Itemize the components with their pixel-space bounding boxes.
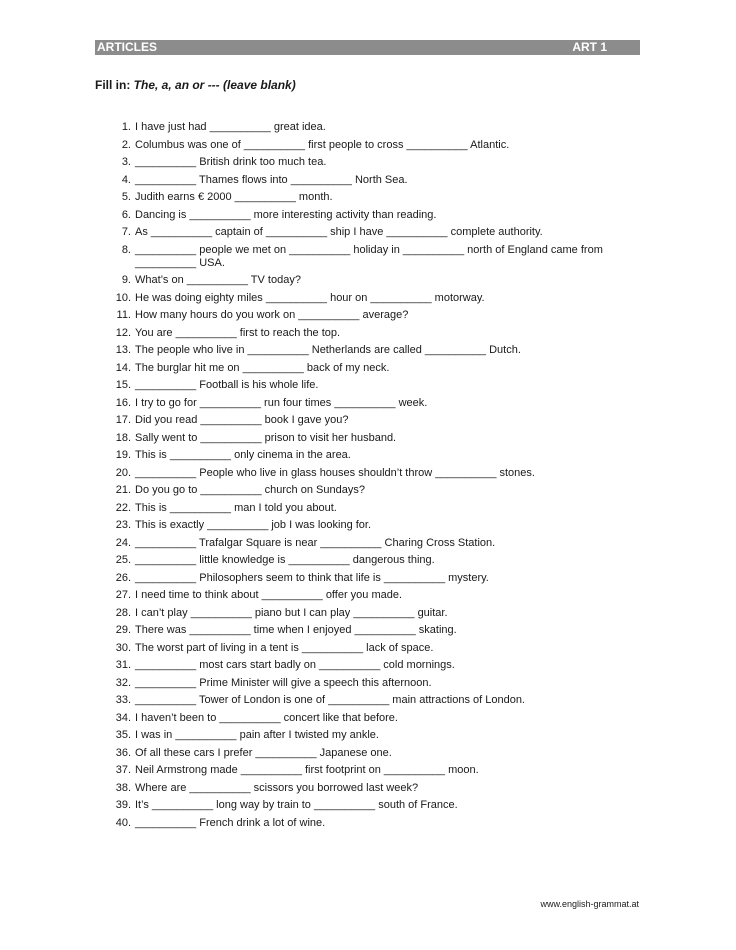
exercise-sentence: It’s __________ long way by train to __________ south of France. [135, 799, 458, 811]
instruction [95, 78, 296, 92]
exercise-number: 34. [115, 711, 131, 724]
exercise-item [111, 817, 631, 830]
instruction-text: The, a, an or --- (leave blank) [133, 78, 296, 92]
exercise-number: 28. [115, 606, 131, 619]
exercise-sentence: Dancing is __________ more interesting activity than reading. [135, 208, 437, 221]
exercise-item [111, 226, 631, 239]
exercise-item [111, 694, 631, 707]
exercise-number: 25. [115, 554, 131, 566]
exercise-sentence: Did you read __________ book I gave you? [135, 414, 349, 426]
exercise-item [111, 519, 631, 532]
exercise-sentence: The burglar hit me on __________ back of my neck. [135, 361, 390, 374]
exercise-number: 8. [121, 243, 131, 256]
exercise-number: 6. [121, 208, 131, 221]
exercise-item [111, 397, 631, 410]
exercise-item [111, 121, 631, 134]
exercise-sentence: I try to go for __________ run four times __________ week. [135, 396, 428, 409]
exercise-sentence: __________ Thames flows into __________ North Sea. [135, 173, 408, 186]
exercise-sentence: __________ Philosophers seem to think that life is __________ mystery. [135, 571, 489, 584]
exercise-sentence: There was __________ time when I enjoyed __________ skating. [135, 624, 457, 636]
exercise-sentence: I haven’t been to __________ concert like that before. [135, 711, 398, 724]
exercise-sentence: __________ people we met on __________ holiday in __________ north of England came from __________ USA. [135, 243, 603, 269]
exercise-item [111, 309, 631, 322]
exercise-item [111, 537, 631, 550]
exercise-sentence: Where are __________ scissors you borrowed last week? [135, 781, 419, 794]
exercise-number: 14. [115, 361, 131, 374]
exercise-sentence: You are __________ first to reach the top. [135, 326, 341, 339]
exercise-sentence: __________ Prime Minister will give a speech this afternoon. [135, 676, 432, 689]
exercise-sentence: I need time to think about __________ offer you made. [135, 589, 403, 601]
exercise-number: 20. [115, 466, 131, 479]
exercise-item [111, 209, 631, 222]
exercise-item [111, 642, 631, 655]
exercise-item [111, 554, 631, 567]
exercise-number: 15. [115, 379, 131, 391]
exercise-sentence: Judith earns € 2000 __________ month. [135, 191, 333, 203]
exercise-number: 7. [121, 226, 131, 238]
exercise-sentence: Of all these cars I prefer __________ Japanese one. [135, 746, 392, 759]
exercise-sentence: __________ People who live in glass houses shouldn’t throw __________ stones. [135, 466, 535, 479]
exercise-number: 37. [115, 764, 131, 776]
exercise-sentence: Sally went to __________ prison to visit her husband. [135, 431, 397, 444]
exercise-item [111, 139, 631, 152]
exercise-number: 16. [115, 396, 131, 409]
exercise-number: 3. [121, 156, 131, 168]
exercise-sentence: The people who live in __________ Netherlands are called __________ Dutch. [135, 344, 521, 356]
exercise-item [111, 484, 631, 497]
header-title: ARTICLES [97, 40, 157, 54]
footer-url: www.english-grammat.at [540, 899, 639, 909]
exercise-sentence: This is exactly __________ job I was looking for. [135, 519, 372, 531]
exercise-item [111, 607, 631, 620]
exercise-sentence: __________ French drink a lot of wine. [135, 816, 326, 829]
exercise-sentence: __________ Tower of London is one of __________ main attractions of London. [135, 694, 525, 706]
exercise-item [111, 782, 631, 795]
exercise-item [111, 729, 631, 742]
header-code: ART 1 [572, 40, 607, 54]
exercise-sentence: As __________ captain of __________ ship I have __________ complete authority. [135, 226, 543, 238]
exercise-item [111, 432, 631, 445]
exercise-sentence: __________ little knowledge is __________ dangerous thing. [135, 554, 435, 566]
exercise-sentence: He was doing eighty miles __________ hour on __________ motorway. [135, 291, 485, 304]
exercise-number: 23. [115, 519, 131, 531]
exercise-item [111, 362, 631, 375]
exercise-number: 2. [121, 138, 131, 151]
exercise-number: 32. [115, 676, 131, 689]
exercise-number: 18. [115, 431, 131, 444]
exercise-sentence: __________ Trafalgar Square is near __________ Charing Cross Station. [135, 536, 496, 549]
exercise-number: 17. [115, 414, 131, 426]
exercise-sentence: How many hours do you work on __________ average? [135, 309, 409, 321]
exercise-number: 13. [115, 344, 131, 356]
exercise-number: 1. [121, 121, 131, 133]
exercise-item [111, 327, 631, 340]
exercise-item [111, 274, 631, 287]
exercise-item [111, 677, 631, 690]
exercise-sentence: This is __________ only cinema in the area. [135, 449, 351, 461]
exercise-item [111, 467, 631, 480]
exercise-item [111, 379, 631, 392]
exercise-sentence: What’s on __________ TV today? [135, 274, 301, 286]
exercise-item [111, 244, 631, 270]
exercise-item [111, 292, 631, 305]
exercise-number: 29. [115, 624, 131, 636]
exercise-sentence: __________ most cars start badly on __________ cold mornings. [135, 659, 455, 671]
exercise-item [111, 449, 631, 462]
exercise-number: 38. [115, 781, 131, 794]
exercise-item [111, 799, 631, 812]
section-header-bar [95, 40, 640, 55]
exercise-sentence: Do you go to __________ church on Sundays? [135, 484, 365, 496]
instruction-prefix: Fill in: [95, 78, 131, 92]
exercise-item [111, 624, 631, 637]
exercise-sentence: __________ British drink too much tea. [135, 156, 327, 168]
exercise-sentence: I can’t play __________ piano but I can play __________ guitar. [135, 606, 448, 619]
exercise-number: 30. [115, 641, 131, 654]
exercise-item [111, 589, 631, 602]
exercise-number: 27. [115, 589, 131, 601]
exercise-number: 12. [115, 326, 131, 339]
exercise-item [111, 764, 631, 777]
exercise-item [111, 191, 631, 204]
exercise-number: 9. [121, 274, 131, 286]
exercise-item [111, 174, 631, 187]
exercise-item [111, 156, 631, 169]
exercise-number: 40. [115, 816, 131, 829]
exercise-number: 36. [115, 746, 131, 759]
exercise-number: 10. [115, 291, 131, 304]
exercise-sentence: I was in __________ pain after I twisted my ankle. [135, 729, 379, 741]
exercise-item [111, 414, 631, 427]
exercise-sentence: I have just had __________ great idea. [135, 121, 326, 133]
exercise-number: 22. [115, 501, 131, 514]
exercise-list [111, 121, 631, 834]
exercise-number: 21. [115, 484, 131, 496]
exercise-sentence: The worst part of living in a tent is __________ lack of space. [135, 641, 434, 654]
exercise-sentence: This is __________ man I told you about. [135, 501, 337, 514]
exercise-sentence: Columbus was one of __________ first people to cross __________ Atlantic. [135, 138, 510, 151]
exercise-number: 24. [115, 536, 131, 549]
exercise-item [111, 659, 631, 672]
exercise-number: 35. [115, 729, 131, 741]
exercise-number: 31. [115, 659, 131, 671]
exercise-number: 26. [115, 571, 131, 584]
exercise-item [111, 712, 631, 725]
exercise-item [111, 572, 631, 585]
exercise-number: 11. [116, 309, 131, 321]
exercise-item [111, 747, 631, 760]
exercise-number: 19. [115, 449, 131, 461]
exercise-number: 5. [121, 191, 131, 203]
exercise-number: 4. [121, 173, 131, 186]
exercise-item [111, 502, 631, 515]
exercise-sentence: __________ Football is his whole life. [135, 379, 319, 391]
exercise-sentence: Neil Armstrong made __________ first footprint on __________ moon. [135, 764, 479, 776]
exercise-number: 33. [115, 694, 131, 706]
exercise-item [111, 344, 631, 357]
exercise-number: 39. [115, 799, 131, 811]
